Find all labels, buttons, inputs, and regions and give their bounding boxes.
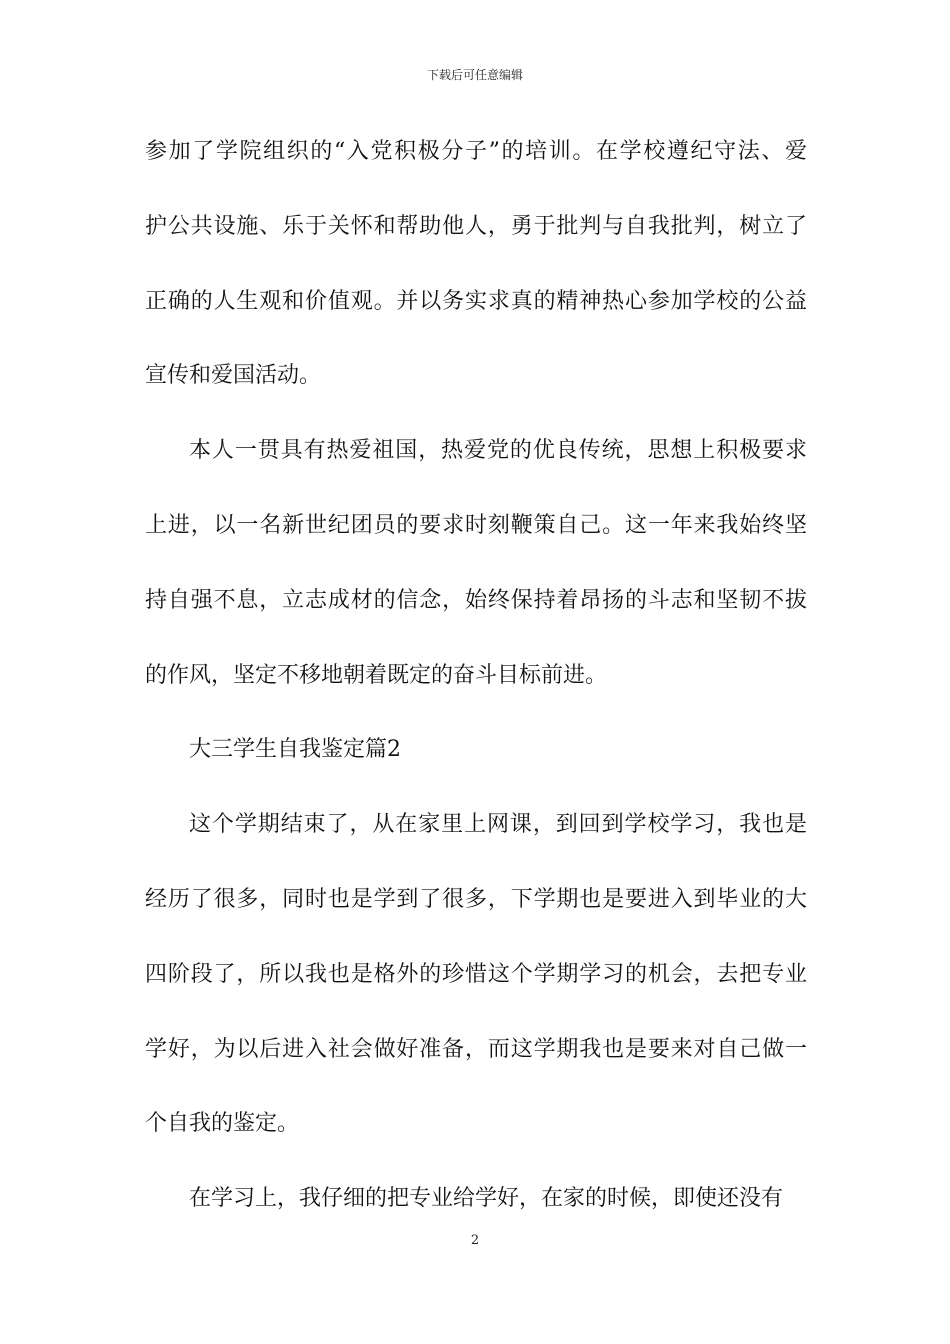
para-patriotism-line: 本人一贯具有热爱祖国，热爱党的优良传统，思想上积极要求	[189, 438, 807, 464]
document-body	[145, 130, 807, 1252]
para-semester-end-line: 经历了很多，同时也是学到了很多，下学期也是要进入到毕业的大	[145, 886, 807, 912]
para-party-training-line: 护公共设施、乐于关怀和帮助他人，勇于批判与自我批判，树立了	[145, 213, 807, 239]
page-header-note: 下载后可任意编辑	[426, 68, 523, 82]
para-semester-end-line: 这个学期结束了，从在家里上网课，到回到学校学习，我也是	[189, 812, 807, 838]
page-number: 2	[470, 1233, 480, 1248]
heading-part2-line: 大三学生自我鉴定篇2	[189, 737, 401, 763]
para-patriotism-line: 的作风，坚定不移地朝着既定的奋斗目标前进。	[145, 662, 608, 688]
para-patriotism-line: 上进，以一名新世纪团员的要求时刻鞭策自己。这一年来我始终坚	[145, 512, 807, 538]
para-semester-end-line: 个自我的鉴定。	[145, 1111, 300, 1137]
para-party-training-line: 宣传和爱国活动。	[145, 363, 322, 389]
para-party-training-line: 正确的人生观和价值观。并以务实求真的精神热心参加学校的公益	[145, 288, 807, 314]
para-semester-end-line: 四阶段了，所以我也是格外的珍惜这个学期学习的机会，去把专业	[145, 961, 807, 987]
para-semester-end-line: 学好，为以后进入社会做好准备，而这学期我也是要来对自己做一	[145, 1036, 807, 1062]
para-study-line: 在学习上，我仔细的把专业给学好，在家的时候，即使还没有	[189, 1186, 784, 1212]
para-patriotism-line: 持自强不息，立志成材的信念，始终保持着昂扬的斗志和坚韧不拔	[145, 587, 807, 613]
para-party-training-line: 参加了学院组织的“入党积极分子”的培训。在学校遵纪守法、爱	[145, 139, 807, 164]
